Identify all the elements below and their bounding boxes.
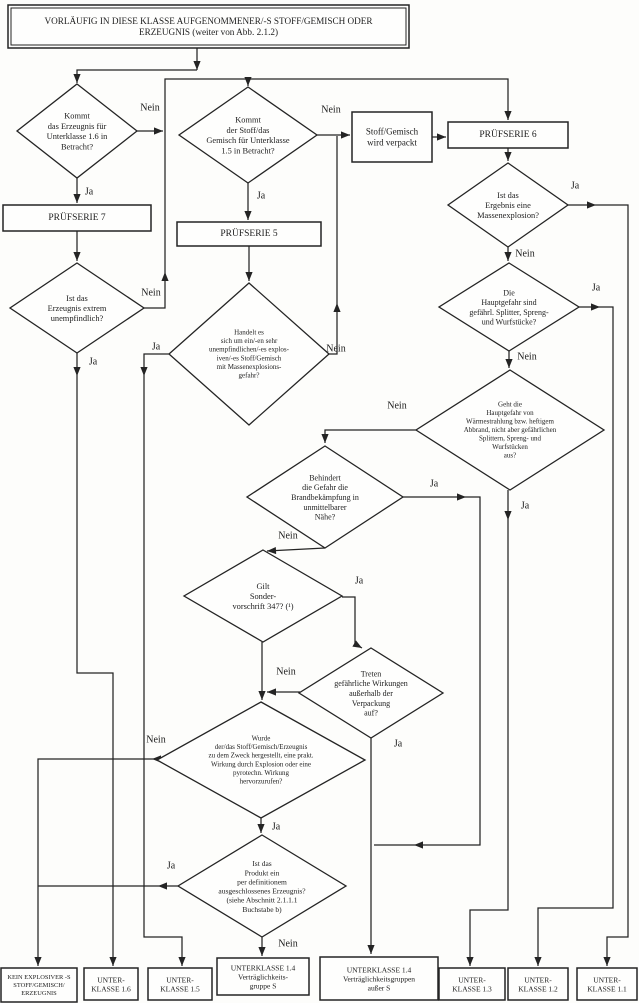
node-label: PRÜFSERIE 6 — [479, 130, 537, 140]
node-label: UNTER-KLASSE 1.3 — [452, 974, 492, 994]
node-label: Stoff/Gemisch wird verpackt — [365, 126, 419, 148]
node-label: Behindert die Gefahr die Brandbekämpfung in unmittelbarer Nähe? — [291, 472, 359, 522]
branch-label-ja: Ja — [88, 356, 98, 368]
branch-label-ja: Ja — [393, 738, 403, 750]
branch-label-nein: Nein — [141, 287, 161, 299]
node-ergebnis-unterklasse-1-6 — [84, 968, 138, 1000]
node-label: UNTER-KLASSE 1.5 — [160, 974, 200, 994]
branch-label-nein: Nein — [140, 102, 160, 114]
branch-label-nein: Nein — [278, 530, 298, 542]
node-ergebnis-unterklasse-1-3 — [439, 968, 505, 1000]
branch-label-nein: Nein — [146, 734, 166, 746]
branch-label-ja: Ja — [84, 186, 94, 198]
node-label: KEIN EXPLOSIVER -S STOFF/GEMISCH/ ERZEUGNIS — [7, 973, 71, 997]
branch-label-nein: Nein — [321, 104, 341, 116]
node-label: PRÜFSERIE 7 — [48, 213, 106, 223]
branch-label-nein: Nein — [515, 248, 535, 260]
node-ergebnis-unterklasse-1-5 — [148, 968, 212, 1000]
node-label: UNTER-KLASSE 1.6 — [91, 974, 131, 994]
node-pruefserie-6 — [448, 122, 568, 148]
branch-label-ja: Ja — [520, 500, 530, 512]
branch-label-ja: Ja — [354, 575, 364, 587]
node-stoff-wird-verpackt — [352, 112, 432, 162]
node-ergebnis-unterklasse-1-4-s — [217, 958, 309, 995]
node-label: VORLÄUFIG IN DIESE KLASSE AUFGENOMMENER/-S STOFF/GEMISCH ODER ERZEUGNIS (weiter von Abb. 2.1.2) — [44, 15, 373, 38]
node-label: Wurde der/das Stoff/Gemisch/Erzeugnis zu dem Zweck hergestellt, eine prakt. Wirkung durch Explosion oder eine pyrotechn. Wirkung hervorzurufen? — [208, 734, 314, 786]
branch-label-ja: Ja — [151, 341, 161, 353]
node-label: UNTER-KLASSE 1.2 — [518, 974, 558, 994]
node-ergebnis-unterklasse-1-2 — [508, 968, 568, 1000]
branch-label-nein: Nein — [387, 400, 407, 412]
branch-label-ja: Ja — [271, 821, 281, 833]
node-start-box — [8, 5, 409, 48]
node-label: Ist das Produkt ein per definitionem ausgeschlossenes Erzeugnis? (siehe Abschnitt 2.1.1.1 Buchstabe b) — [218, 858, 306, 914]
branch-label-ja: Ja — [591, 282, 601, 294]
node-label: UNTER-KLASSE 1.1 — [587, 974, 627, 994]
node-ergebnis-kein-explosiver — [1, 968, 77, 1002]
node-label: Ist das Erzeugnis extrem unempfindlich? — [47, 293, 107, 323]
node-label: UNTERKLASSE 1.4 Verträglichkeits-gruppe S — [230, 962, 296, 991]
node-label: Geht die Hauptgefahr von Wärmestrahlung bzw. heftigem Abbrand, nicht aber gefährlichen Splittern, Spreng- und Wurfstücken aus? — [463, 400, 557, 460]
branch-label-ja: Ja — [166, 860, 176, 872]
branch-label-nein: Nein — [278, 938, 298, 950]
node-label: PRÜFSERIE 5 — [220, 229, 278, 239]
node-ergebnis-unterklasse-1-4-ausser-s — [320, 957, 438, 1000]
branch-label-ja: Ja — [429, 478, 439, 490]
node-ergebnis-unterklasse-1-1 — [577, 968, 637, 1000]
branch-label-nein: Nein — [517, 351, 537, 363]
branch-label-nein: Nein — [276, 666, 296, 678]
node-label: Die Hauptgefahr sind gefährl. Splitter, Spreng-und Wurfstücke? — [469, 287, 549, 327]
node-label: Kommt der Stoff/das Gemisch für Unterklasse 1.5 in Betracht? — [206, 115, 290, 155]
node-label: UNTERKLASSE 1.4 Verträglichkeitsgruppen außer S — [342, 964, 416, 993]
node-label: Treten gefährliche Wirkungen außerhalb der Verpackung auf? — [334, 668, 408, 718]
branch-label-ja: Ja — [256, 190, 266, 202]
branch-label-nein: Nein — [326, 343, 346, 355]
node-label: Ist das Ergebnis eine Massenexplosion? — [477, 190, 539, 220]
node-pruefserie-7 — [3, 205, 151, 231]
branch-label-ja: Ja — [570, 180, 580, 192]
node-label: Kommt das Erzeugnis für Unterklasse 1.6 in Betracht? — [46, 111, 108, 151]
node-label: Gilt Sonder-vorschrift 347? (¹) — [232, 581, 294, 611]
node-label: Handelt es sich um ein/-en sehr unempfindlichen/-es explos-iven/-es Stoff/Gemisch mit Massenexplosions-gefahr? — [209, 328, 289, 380]
node-pruefserie-5 — [177, 222, 321, 246]
